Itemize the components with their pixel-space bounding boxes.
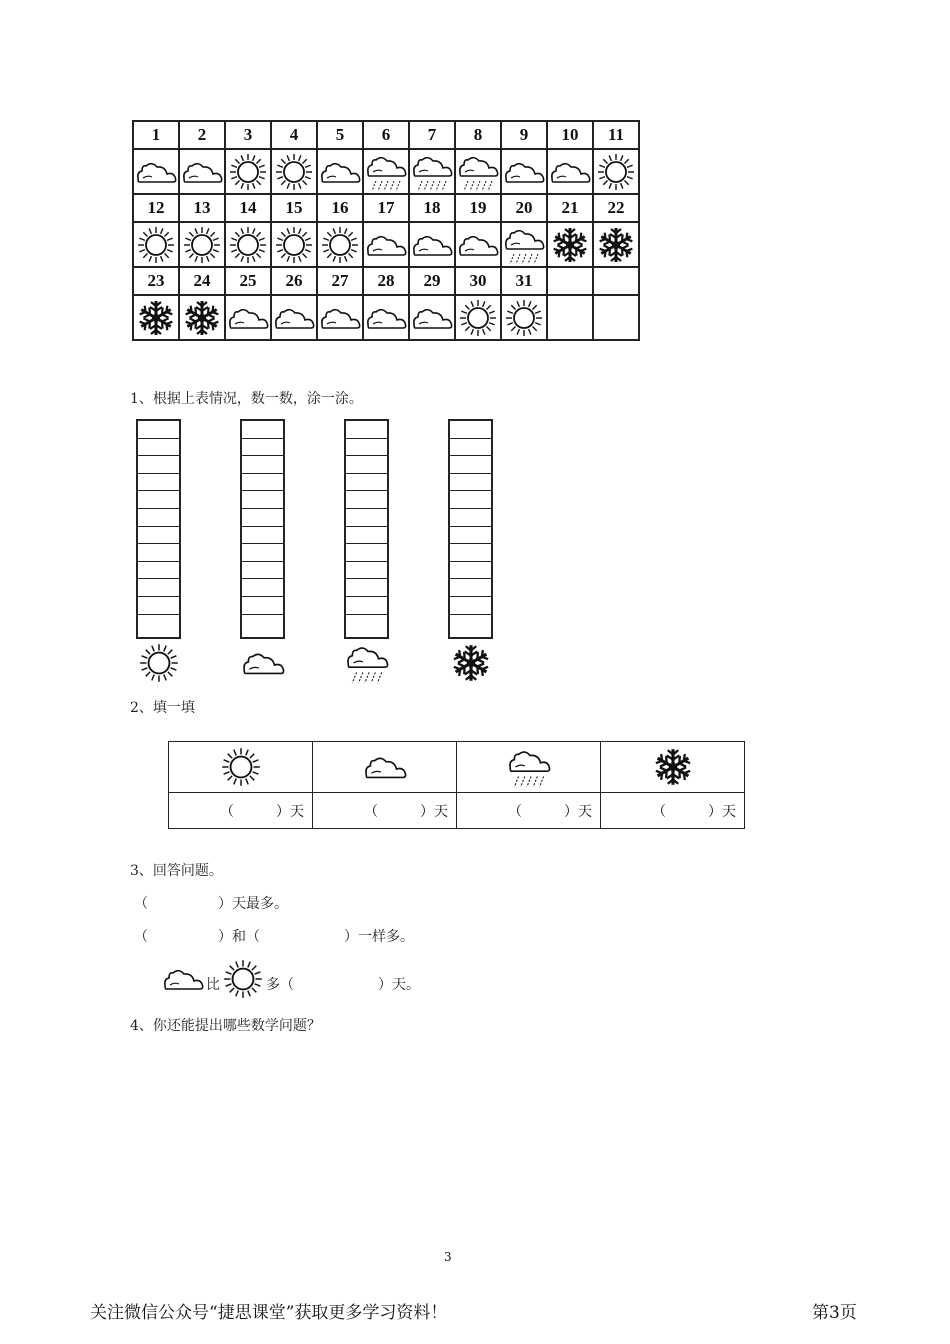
snowflake-icon — [448, 642, 494, 684]
calendar-weather-cell — [133, 295, 179, 340]
cloud-icon — [226, 298, 270, 338]
calendar-day-number: 7 — [409, 121, 455, 149]
sun-icon — [134, 225, 178, 265]
calendar-day-number: 26 — [271, 267, 317, 295]
bar-cell[interactable] — [450, 474, 491, 492]
calendar-day-number: 17 — [363, 194, 409, 222]
line-3-rest: 多（ ）天。 — [266, 977, 420, 993]
fill-blank-cell[interactable]: （ ）天 — [601, 793, 745, 829]
calendar-day-number: 22 — [593, 194, 639, 222]
calendar-weather-cell — [593, 149, 639, 194]
bar-cell[interactable] — [346, 474, 387, 492]
calendar-weather-cell — [455, 222, 501, 267]
calendar-weather-cell — [271, 295, 317, 340]
sun-icon — [226, 152, 270, 192]
calendar-weather-cell — [501, 295, 547, 340]
calendar-weather-cell — [363, 149, 409, 194]
calendar-weather-cell — [547, 149, 593, 194]
sun-icon — [502, 298, 546, 338]
sun-icon — [180, 225, 224, 265]
calendar-weather-cell — [225, 222, 271, 267]
bar-cell[interactable] — [346, 544, 387, 562]
calendar-day-number: 9 — [501, 121, 547, 149]
question-3-line-3 — [160, 958, 420, 1000]
sun-icon — [456, 298, 500, 338]
bar-cell[interactable] — [346, 509, 387, 527]
sun-icon — [318, 225, 362, 265]
bar-cell[interactable] — [450, 562, 491, 580]
cloud-icon — [318, 298, 362, 338]
calendar-day-number: 30 — [455, 267, 501, 295]
bar-cell[interactable] — [346, 562, 387, 580]
bar-cell[interactable] — [346, 456, 387, 474]
bar-cell[interactable] — [242, 597, 283, 615]
calendar-weather-cell — [179, 222, 225, 267]
calendar-day-number: 31 — [501, 267, 547, 295]
snowflake-icon — [594, 225, 638, 265]
fill-blank-cell[interactable]: （ ）天 — [169, 793, 313, 829]
calendar-day-number: 10 — [547, 121, 593, 149]
sun-icon — [272, 152, 316, 192]
calendar-weather-cell — [547, 295, 593, 340]
calendar-weather-cell — [225, 295, 271, 340]
calendar-day-number: 29 — [409, 267, 455, 295]
calendar-weather-row — [133, 149, 639, 194]
bar-cell[interactable] — [346, 491, 387, 509]
calendar-day-number: 4 — [271, 121, 317, 149]
bar-cell[interactable] — [450, 421, 491, 439]
bar-cell[interactable] — [346, 615, 387, 633]
calendar-weather-row — [133, 222, 639, 267]
bar-cell[interactable] — [242, 562, 283, 580]
calendar-day-number: 20 — [501, 194, 547, 222]
question-2-text: 2、填一填 — [130, 700, 195, 716]
calendar-weather-cell — [363, 222, 409, 267]
question-3-line-1: （ ）天最多。 — [134, 896, 288, 912]
calendar-day-number: 27 — [317, 267, 363, 295]
calendar-weather-cell — [179, 149, 225, 194]
calendar-weather-row — [133, 295, 639, 340]
calendar-day-number: 21 — [547, 194, 593, 222]
bar-cell[interactable] — [242, 509, 283, 527]
snowflake-icon — [650, 746, 696, 788]
calendar-weather-cell — [501, 149, 547, 194]
bar-cell[interactable] — [450, 491, 491, 509]
calendar-weather-cell — [501, 222, 547, 267]
cloud-icon — [362, 746, 408, 788]
calendar-day-number: 12 — [133, 194, 179, 222]
bar-column-snow[interactable] — [448, 419, 493, 639]
sun-icon — [136, 642, 182, 684]
cloud-icon — [134, 152, 178, 192]
bar-cell[interactable] — [138, 491, 179, 509]
bar-cell[interactable] — [242, 474, 283, 492]
cloud-icon — [364, 298, 408, 338]
calendar-weather-cell — [317, 295, 363, 340]
footer-left: 关注微信公众号“捷思课堂”获取更多学习资料！ — [90, 1303, 448, 1323]
rain-cloud-icon — [364, 152, 408, 192]
calendar-weather-cell — [593, 295, 639, 340]
fill-icon-cell — [601, 742, 745, 793]
bar-cell[interactable] — [138, 562, 179, 580]
question-4-text: 4、你还能提出哪些数学问题？ — [130, 1018, 321, 1034]
bar-cell[interactable] — [138, 474, 179, 492]
calendar-weather-cell — [317, 149, 363, 194]
calendar-day-number: 24 — [179, 267, 225, 295]
bar-cell[interactable] — [242, 491, 283, 509]
calendar-day-number: 14 — [225, 194, 271, 222]
calendar-day-number: 28 — [363, 267, 409, 295]
rain-cloud-icon — [506, 746, 552, 788]
cloud-icon — [160, 959, 206, 999]
rain-cloud-icon — [502, 225, 546, 265]
bar-cell[interactable] — [242, 579, 283, 597]
calendar-day-number: 2 — [179, 121, 225, 149]
bar-cell[interactable] — [450, 579, 491, 597]
bar-column-cloud[interactable] — [240, 419, 285, 639]
rain-cloud-icon — [344, 642, 390, 684]
bar-column-sun[interactable] — [136, 419, 181, 639]
cloud-icon — [502, 152, 546, 192]
calendar-day-number: 5 — [317, 121, 363, 149]
cloud-icon — [240, 642, 286, 684]
page-number: 3 — [444, 1250, 452, 1264]
fill-icon-cell — [457, 742, 601, 793]
calendar-day-number: 23 — [133, 267, 179, 295]
bar-cell[interactable] — [138, 509, 179, 527]
calendar-day-number: 16 — [317, 194, 363, 222]
bar-cell[interactable] — [346, 421, 387, 439]
cloud-icon — [180, 152, 224, 192]
bar-cell[interactable] — [138, 544, 179, 562]
fill-icon-cell — [313, 742, 457, 793]
calendar-weather-cell — [133, 149, 179, 194]
cloud-icon — [456, 225, 500, 265]
bar-cell[interactable] — [450, 509, 491, 527]
bar-cell[interactable] — [138, 615, 179, 633]
bar-cell[interactable] — [242, 456, 283, 474]
calendar-weather-cell — [409, 149, 455, 194]
fill-blank-cell[interactable]: （ ）天 — [457, 793, 601, 829]
weather-calendar — [132, 120, 640, 341]
calendar-weather-cell — [317, 222, 363, 267]
sun-icon — [226, 225, 270, 265]
bar-cell[interactable] — [346, 439, 387, 457]
sun-icon — [594, 152, 638, 192]
bar-cell[interactable] — [450, 439, 491, 457]
cloud-icon — [548, 152, 592, 192]
bar-cell[interactable] — [138, 597, 179, 615]
question-3-text: 3、回答问题。 — [130, 863, 223, 879]
cloud-icon — [410, 298, 454, 338]
bar-cell[interactable] — [138, 527, 179, 545]
cloud-icon — [272, 298, 316, 338]
question-3-line-2: （ ）和（ ）一样多。 — [134, 929, 414, 945]
calendar-day-row — [133, 121, 639, 149]
bar-column-rain[interactable] — [344, 419, 389, 639]
cloud-icon — [318, 152, 362, 192]
bar-cell[interactable] — [138, 439, 179, 457]
bar-cell[interactable] — [242, 421, 283, 439]
calendar-day-row — [133, 267, 639, 295]
question-1-text: 1、根据上表情况，数一数，涂一涂。 — [130, 391, 363, 407]
bar-cell[interactable] — [138, 579, 179, 597]
calendar-weather-cell — [409, 295, 455, 340]
calendar-weather-cell — [179, 295, 225, 340]
bar-cell[interactable] — [450, 544, 491, 562]
calendar-day-number: 6 — [363, 121, 409, 149]
bar-cell[interactable] — [450, 456, 491, 474]
bar-cell[interactable] — [242, 527, 283, 545]
cloud-icon — [364, 225, 408, 265]
calendar-weather-cell — [271, 222, 317, 267]
calendar-weather-cell — [455, 149, 501, 194]
rain-cloud-icon — [410, 152, 454, 192]
sun-icon — [218, 746, 264, 788]
bi-text: 比 — [206, 977, 220, 993]
fill-blank-cell[interactable]: （ ）天 — [313, 793, 457, 829]
footer-right: 第3页 — [812, 1303, 857, 1323]
calendar-day-number — [593, 267, 639, 295]
sun-icon — [220, 958, 266, 1000]
snowflake-icon — [548, 225, 592, 265]
calendar-day-number: 8 — [455, 121, 501, 149]
bar-cell[interactable] — [242, 544, 283, 562]
bar-cell[interactable] — [242, 615, 283, 633]
calendar-weather-cell — [225, 149, 271, 194]
calendar-day-number — [547, 267, 593, 295]
calendar-weather-cell — [271, 149, 317, 194]
calendar-weather-cell — [593, 222, 639, 267]
calendar-day-number: 15 — [271, 194, 317, 222]
calendar-day-number: 11 — [593, 121, 639, 149]
bar-cell[interactable] — [346, 579, 387, 597]
bar-cell[interactable] — [450, 615, 491, 633]
snowflake-icon — [180, 298, 224, 338]
calendar-day-number: 3 — [225, 121, 271, 149]
bar-cell[interactable] — [138, 456, 179, 474]
bar-cell[interactable] — [346, 597, 387, 615]
calendar-day-number: 25 — [225, 267, 271, 295]
calendar-weather-cell — [409, 222, 455, 267]
calendar-weather-cell — [363, 295, 409, 340]
calendar-weather-cell — [455, 295, 501, 340]
calendar-day-number: 13 — [179, 194, 225, 222]
fill-in-table — [168, 741, 745, 829]
bar-cell[interactable] — [450, 527, 491, 545]
bar-cell[interactable] — [242, 439, 283, 457]
snowflake-icon — [134, 298, 178, 338]
calendar-day-number: 18 — [409, 194, 455, 222]
sun-icon — [272, 225, 316, 265]
cloud-icon — [410, 225, 454, 265]
calendar-weather-cell — [547, 222, 593, 267]
calendar-day-row — [133, 194, 639, 222]
calendar-day-number: 1 — [133, 121, 179, 149]
bar-cell[interactable] — [346, 527, 387, 545]
rain-cloud-icon — [456, 152, 500, 192]
bar-cell[interactable] — [138, 421, 179, 439]
calendar-weather-cell — [133, 222, 179, 267]
fill-icon-cell — [169, 742, 313, 793]
bar-cell[interactable] — [450, 597, 491, 615]
calendar-day-number: 19 — [455, 194, 501, 222]
